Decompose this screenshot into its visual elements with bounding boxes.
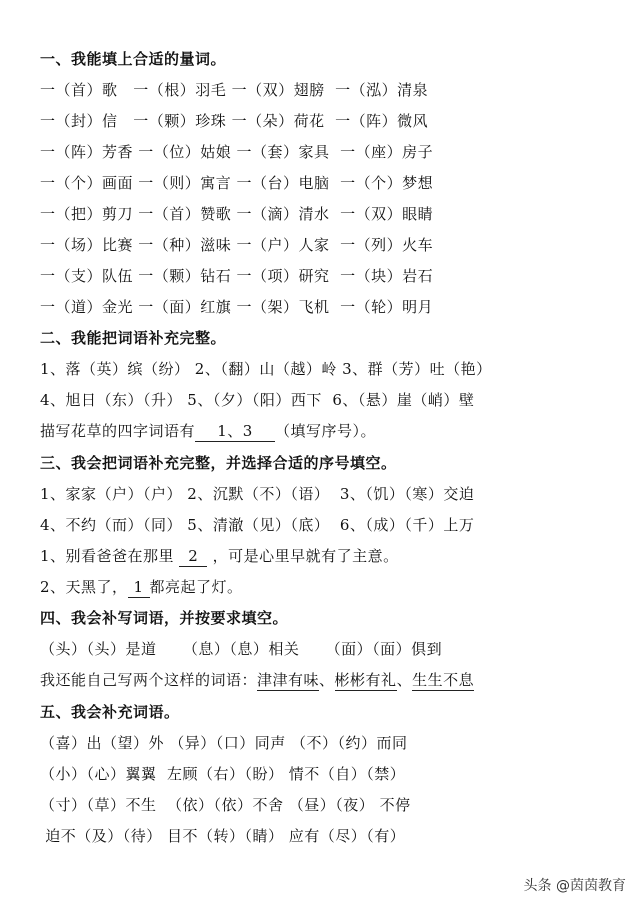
separator-1: 、 xyxy=(319,671,335,689)
section3-sentence-2 xyxy=(40,575,630,599)
section1-row-4: 一（个）画面 一（则）寓言 一（台）电脑 一（个）梦想 xyxy=(40,174,434,192)
sentence1-answer: 2 xyxy=(179,546,207,567)
section1-row-2: 一（封）信 一（颗）珍珠 一（朵）荷花 一（阵）微风 xyxy=(40,112,429,130)
section3-sentence-1 xyxy=(40,544,630,568)
watermark: 头条 @茵茵教育 xyxy=(523,878,626,894)
section2-row-3 xyxy=(40,419,630,443)
section3-heading: 三、我会把词语补充完整，并选择合适的序号填空。 xyxy=(40,454,397,472)
section4-heading: 四、我会补写词语，并按要求填空。 xyxy=(40,609,289,627)
section5-row-4: 迫不（及）（待） 目不（转）（睛） 应有（尽）（有） xyxy=(40,827,406,845)
sentence2-suffix: 都亮起了灯。 xyxy=(149,578,243,596)
section5-row-3: （寸）（草）不生 （依）（依）不舍 （昼）（夜） 不停 xyxy=(40,796,411,814)
section1-row-3: 一（阵）芳香 一（位）姑娘 一（套）家具 一（座）房子 xyxy=(40,143,434,161)
section1-row-1: 一（首）歌 一（根）羽毛 一（双）翅膀 一（泓）清泉 xyxy=(40,81,429,99)
sentence2-prefix: 2、天黑了， xyxy=(40,578,128,596)
section2-row3-suffix: （填写序号）。 xyxy=(275,422,377,440)
section5-row-2: （小）（心）翼翼 左顾（右）（盼） 情不（自）（禁） xyxy=(40,765,406,783)
section4-row-2 xyxy=(40,668,630,692)
sentence1-suffix: ，可是心里早就有了主意。 xyxy=(207,547,399,565)
section2-row-1: 1、落（英）缤（纷） 2、（翻）山（越）岭 3、群（芳）吐（艳） xyxy=(40,360,492,378)
section1-row-7: 一（支）队伍 一（颗）钻石 一（项）研究 一（块）岩石 xyxy=(40,267,434,285)
word-2: 彬彬有礼 xyxy=(334,671,397,689)
section4-row2-prefix: 我还能自己写两个这样的词语： xyxy=(40,671,258,689)
section2-row3-prefix: 描写花草的四字词语有 xyxy=(40,422,196,440)
section5-row-1: （喜）出（望）外 （异）（口）同声 （不）（约）而同 xyxy=(40,734,408,752)
section2-row3-answer: 1、3 xyxy=(195,421,275,442)
section1-row-5: 一（把）剪刀 一（首）赞歌 一（滴）清水 一（双）眼睛 xyxy=(40,205,434,223)
section1-row-6: 一（场）比赛 一（种）滋味 一（户）人家 一（列）火车 xyxy=(40,236,434,254)
section5-heading: 五、我会补充词语。 xyxy=(40,703,180,721)
section2-heading: 二、我能把词语补充完整。 xyxy=(40,329,227,347)
section1-row-8: 一（道）金光 一（面）红旗 一（架）飞机 一（轮）明月 xyxy=(40,298,434,316)
section1-heading: 一、我能填上合适的量词。 xyxy=(40,50,227,68)
section3-row-1: 1、家家（户）（户） 2、沉默（不）（语） 3、（饥）（寒）交迫 xyxy=(40,485,475,503)
sentence2-answer: 1 xyxy=(128,577,150,598)
section4-row-1: （头）（头）是道 （息）（息）相关 （面）（面）俱到 xyxy=(40,640,443,658)
section3-row-2: 4、不约（而）（同） 5、清澈（见）（底） 6、（成）（千）上万 xyxy=(40,516,475,534)
sentence1-prefix: 1、别看爸爸在那里 xyxy=(40,547,180,565)
word-1: 津津有味 xyxy=(257,671,320,689)
word-3: 生生不息 xyxy=(412,671,475,689)
separator-2: 、 xyxy=(396,671,413,689)
section2-row-2: 4、旭日（东）（升） 5、（夕）（阳）西下 6、（悬）崖（峭）壁 xyxy=(40,391,475,409)
